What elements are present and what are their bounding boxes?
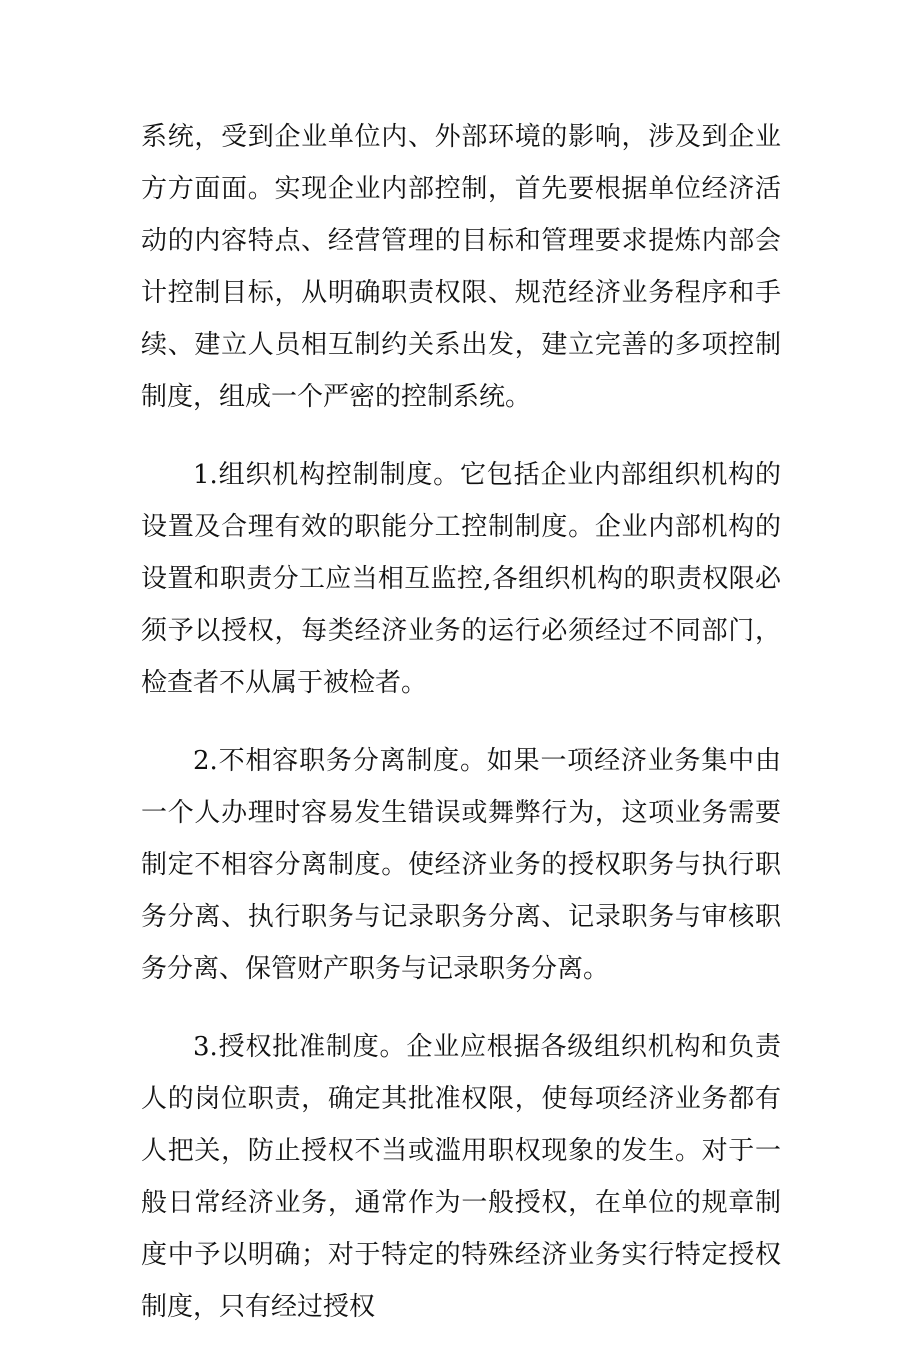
paragraph-duty-separation: 2.不相容职务分离制度。如果一项经济业务集中由一个人办理时容易发生错误或舞弊行为，这项业务需要制定不相容分离制度。使经济业务的授权职务与执行职务分离、执行职务与记录职务分离、记录职务与审核职务分离、保管财产职务与记录职务分离。 [141, 746, 781, 984]
paragraph-intro: 系统，受到企业单位内、外部环境的影响，涉及到企业方方面面。实现企业内部控制，首先要根据单位经济活动的内容特点、经营管理的目标和管理要求提炼内部会计控制目标，从明确职责权限、规范经济业务程序和手续、建立人员相互制约关系出发，建立完善的多项控制制度，组成一个严密的控制系统。 [141, 122, 781, 412]
body-text [141, 111, 781, 1359]
paragraph-organization-control: 1.组织机构控制制度。它包括企业内部组织机构的设置及合理有效的职能分工控制制度。企业内部机构的设置和职责分工应当相互监控,各组织机构的职责权限必须予以授权，每类经济业务的运行必须经过不同部门，检查者不从属于被检者。 [141, 460, 781, 698]
paragraph-authorization-approval: 3.授权批准制度。企业应根据各级组织机构和负责人的岗位职责，确定其批准权限，使每项经济业务都有人把关，防止授权不当或滥用职权现象的发生。对于一般日常经济业务，通常作为一般授权，在单位的规章制度中予以明确；对于特定的特殊经济业务实行特定授权制度，只有经过授权 [141, 1032, 781, 1322]
